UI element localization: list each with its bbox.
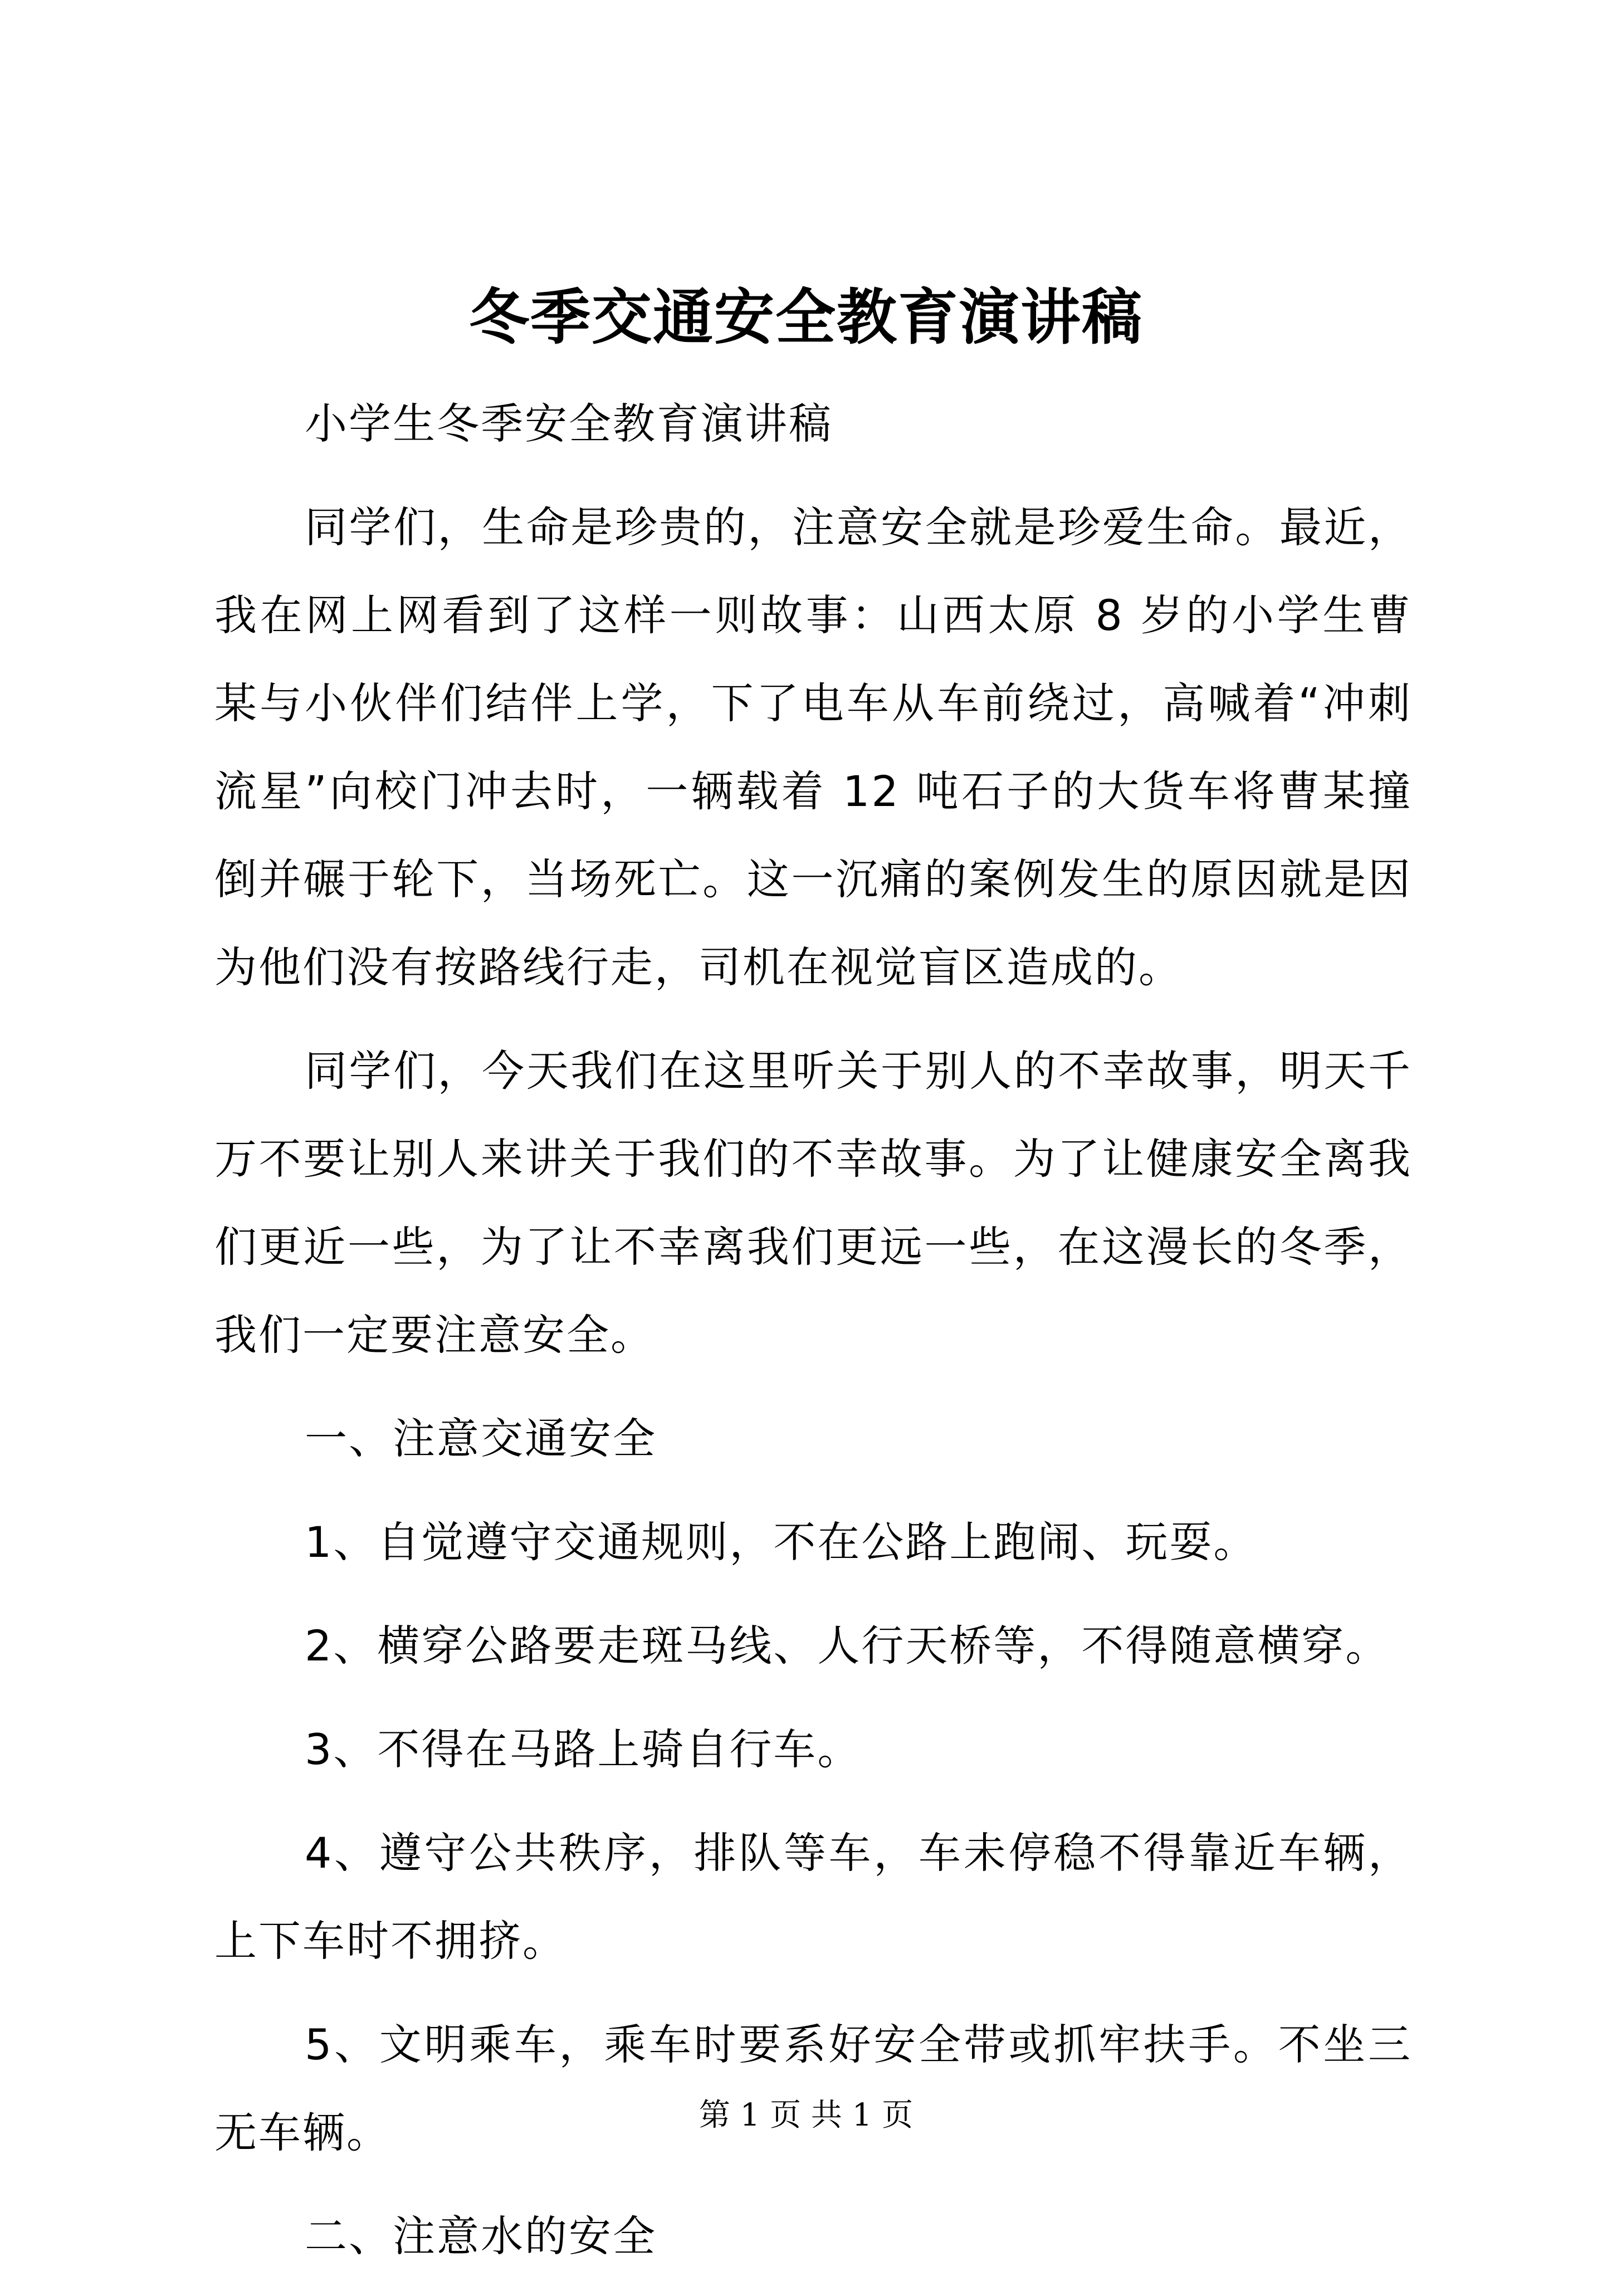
traffic-rule-3: 3、不得在马路上骑自行车。 bbox=[305, 1725, 862, 1774]
traffic-rule-2: 2、横穿公路要走斑马线、人行天桥等，不得随意横穿。 bbox=[305, 1621, 1390, 1670]
document-body bbox=[214, 380, 1412, 2296]
appeal-paragraph: 同学们，今天我们在这里听关于别人的不幸故事，明天千万不要让别人来讲关于我们的不幸故事。为了让健康安全离我们更近一些，为了让不幸离我们更远一些，在这漫长的冬季，我们一定要注意安全。 bbox=[214, 1046, 1412, 1360]
traffic-rule-5: 5、文明乘车，乘车时要系好安全带或抓牢扶手。不坐三无车辆。 bbox=[214, 2020, 1412, 2157]
document-title: 冬季交通安全教育演讲稿 bbox=[468, 282, 1143, 353]
subtitle-paragraph: 小学生冬季安全教育演讲稿 bbox=[305, 399, 833, 448]
traffic-rule-4: 4、遵守公共秩序，排队等车，车未停稳不得靠近车辆，上下车时不拥挤。 bbox=[214, 1828, 1412, 1966]
traffic-rule-1: 1、自觉遵守交通规则，不在公路上跑闹、玩耍。 bbox=[305, 1517, 1258, 1567]
section-heading-traffic: 一、注意交通安全 bbox=[305, 1414, 657, 1463]
page-footer: 第 1 页 共 1 页 bbox=[698, 2097, 914, 2133]
story-paragraph: 同学们，生命是珍贵的，注意安全就是珍爱生命。最近，我在网上网看到了这样一则故事：山西太原 8 岁的小学生曹某与小伙伴们结伴上学，下了电车从车前绕过，高喊着“冲刺流星”向校门冲去时，一辆载着 12 吨石子的大货车将曹某撞倒并碾于轮下，当场死亡。这一沉痛的案例发生的原因就是因为他们没有按路线行走，司机在视觉盲区造成的。 bbox=[214, 502, 1412, 992]
section-heading-water: 二、注意水的安全 bbox=[305, 2211, 657, 2261]
